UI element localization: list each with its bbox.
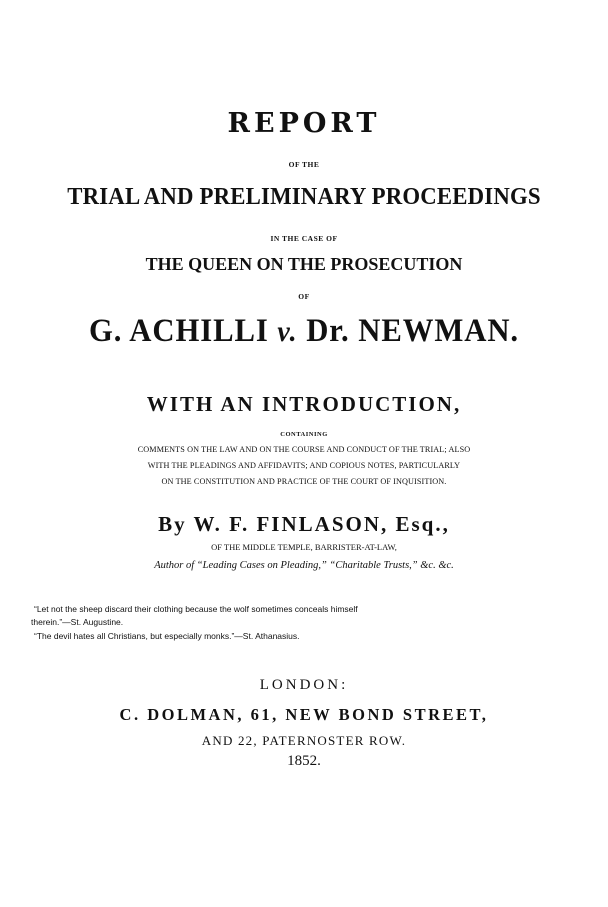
contents-line-3: ON THE CONSTITUTION AND PRACTICE OF THE COURT OF INQUISITION. bbox=[161, 477, 447, 486]
epigraph-line-1: “Let not the sheep discard their clothing because the wolf sometimes conceals himself bbox=[34, 604, 358, 614]
versus-mark: v. bbox=[277, 315, 298, 348]
plaintiff-name: G. ACHILLI bbox=[88, 313, 269, 349]
introduction-heading: WITH AN INTRODUCTION, bbox=[146, 392, 462, 416]
case-name-heading bbox=[21, 313, 586, 350]
contents-line-1: COMMENTS ON THE LAW AND ON THE COURSE AND CONDUCT OF THE TRIAL; ALSO bbox=[137, 445, 471, 454]
in-the-case-of-label: IN THE CASE OF bbox=[270, 234, 338, 243]
publisher-address-2: AND 22, PATERNOSTER ROW. bbox=[201, 733, 407, 748]
of-label: OF bbox=[298, 292, 310, 301]
defendant-name: Dr. NEWMAN. bbox=[306, 313, 520, 349]
author-byline: By W. F. FINLASON, Esq., bbox=[158, 512, 450, 536]
contents-line-2: WITH THE PLEADINGS AND AFFIDAVITS; AND COPIOUS NOTES, PARTICULARLY bbox=[147, 461, 461, 470]
publisher-address: C. DOLMAN, 61, NEW BOND STREET, bbox=[119, 705, 489, 724]
queen-heading: THE QUEEN ON THE PROSECUTION bbox=[145, 254, 463, 274]
epigraph-line-3: “The devil hates all Christians, but especially monks.”—St. Athanasius. bbox=[34, 631, 300, 641]
of-the-label: OF THE bbox=[288, 160, 320, 169]
report-heading: REPORT bbox=[227, 108, 381, 139]
author-credentials: OF THE MIDDLE TEMPLE, BARRISTER-AT-LAW, bbox=[211, 542, 397, 552]
publication-city: LONDON: bbox=[259, 677, 349, 693]
publication-year: 1852. bbox=[287, 753, 321, 769]
author-other-works: Author of “Leading Cases on Pleading,” “Charitable Trusts,” &c. &c. bbox=[154, 560, 454, 571]
containing-label: CONTAINING bbox=[280, 431, 328, 438]
epigraph-line-2: therein.”—St. Augustine. bbox=[31, 617, 124, 627]
trial-heading: TRIAL AND PRELIMINARY PROCEEDINGS bbox=[67, 183, 541, 210]
